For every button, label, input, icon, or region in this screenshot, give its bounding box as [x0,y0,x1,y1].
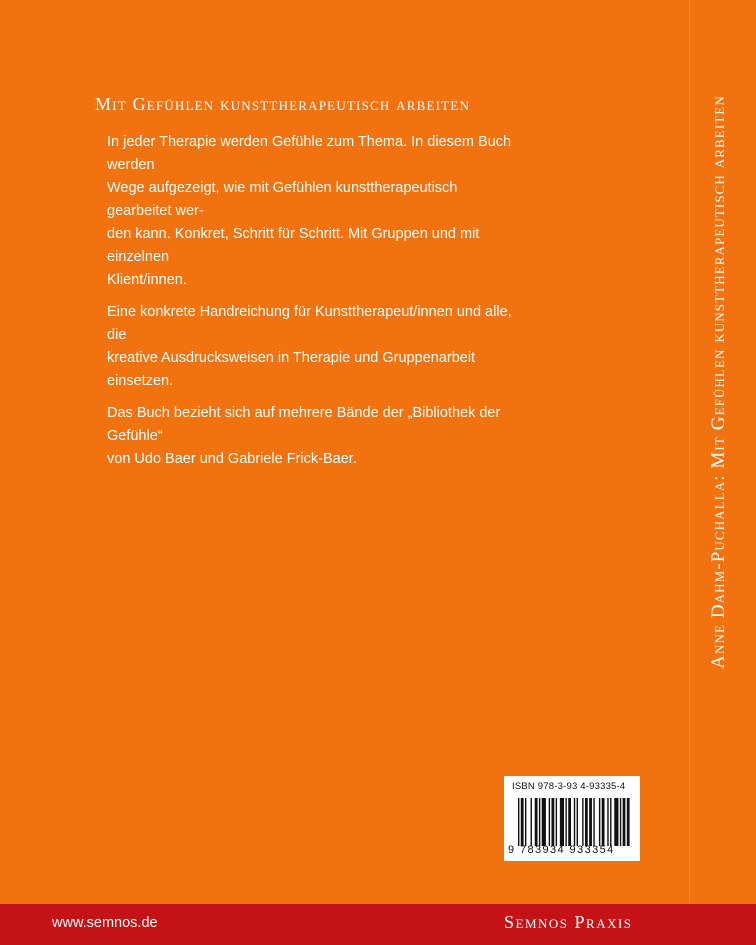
back-cover-title: Mit Gefühlen kunsttherapeutisch arbeiten [95,94,471,114]
blurb-text [107,131,517,480]
spine-author-title: Anne Dahm-Puchalla: Mit Gefühlen kunsttherapeutisch arbeiten [708,95,729,669]
barcode-bar [627,798,630,846]
barcode-bar [585,798,588,846]
blurb-paragraph-3: Das Buch bezieht sich auf mehrere Bände der „Bibliothek der Gefühle“ von Udo Baer und Gabriele Frick-Baer. [107,405,501,467]
barcode-bar [602,798,605,846]
barcode-bar [539,798,540,846]
publisher-url: www.semnos.de [52,915,158,931]
barcode-bars [518,798,631,846]
barcode-bar [620,798,621,846]
barcode-bar [623,798,626,846]
barcode-bar [525,798,526,846]
barcode-bar [607,798,608,846]
barcode-bar [589,798,592,846]
blurb-paragraph-2: Eine konkrete Handreichung für Kunsttherapeut/innen und alle, die kreative Ausdrucksweisen in Therapie und Gruppenarbeit einsetzen. [107,304,512,389]
barcode-bar [535,798,538,846]
barcode-bar [614,798,618,846]
barcode-bar [599,798,600,846]
footer-band [0,904,756,945]
blurb-paragraph-1: In jeder Therapie werden Gefühle zum Thema. In diesem Buch werden Wege aufgezeigt, wie mit Gefühlen kunsttherapeutisch gearbeitet wer- den kann. Konkret, Schritt für Schritt. Mit Gruppen und mit einzelnen Klient/innen. [107,134,512,288]
barcode-bar [568,798,571,846]
barcode-bar [551,798,554,846]
barcode-bar [593,798,594,846]
isbn-barcode [504,776,640,861]
isbn-label: ISBN 978-3-93 4-93335-4 [512,781,626,792]
barcode-bar [549,798,550,846]
barcode-bar [582,798,583,846]
series-brand: Semnos Praxis [504,912,633,932]
spine-fold-line [689,0,690,904]
barcode-bar [521,798,524,846]
barcode-bar [531,798,532,846]
barcode-bar [556,798,557,846]
barcode-bar [565,798,566,846]
ean-digits: 9 783934 933354 [508,844,615,856]
barcode-bar [610,798,611,846]
barcode-bar [574,798,575,846]
barcode-bar [542,798,546,846]
barcode-bar [577,798,578,846]
barcode-bar [518,798,519,846]
barcode-bar [560,798,564,846]
